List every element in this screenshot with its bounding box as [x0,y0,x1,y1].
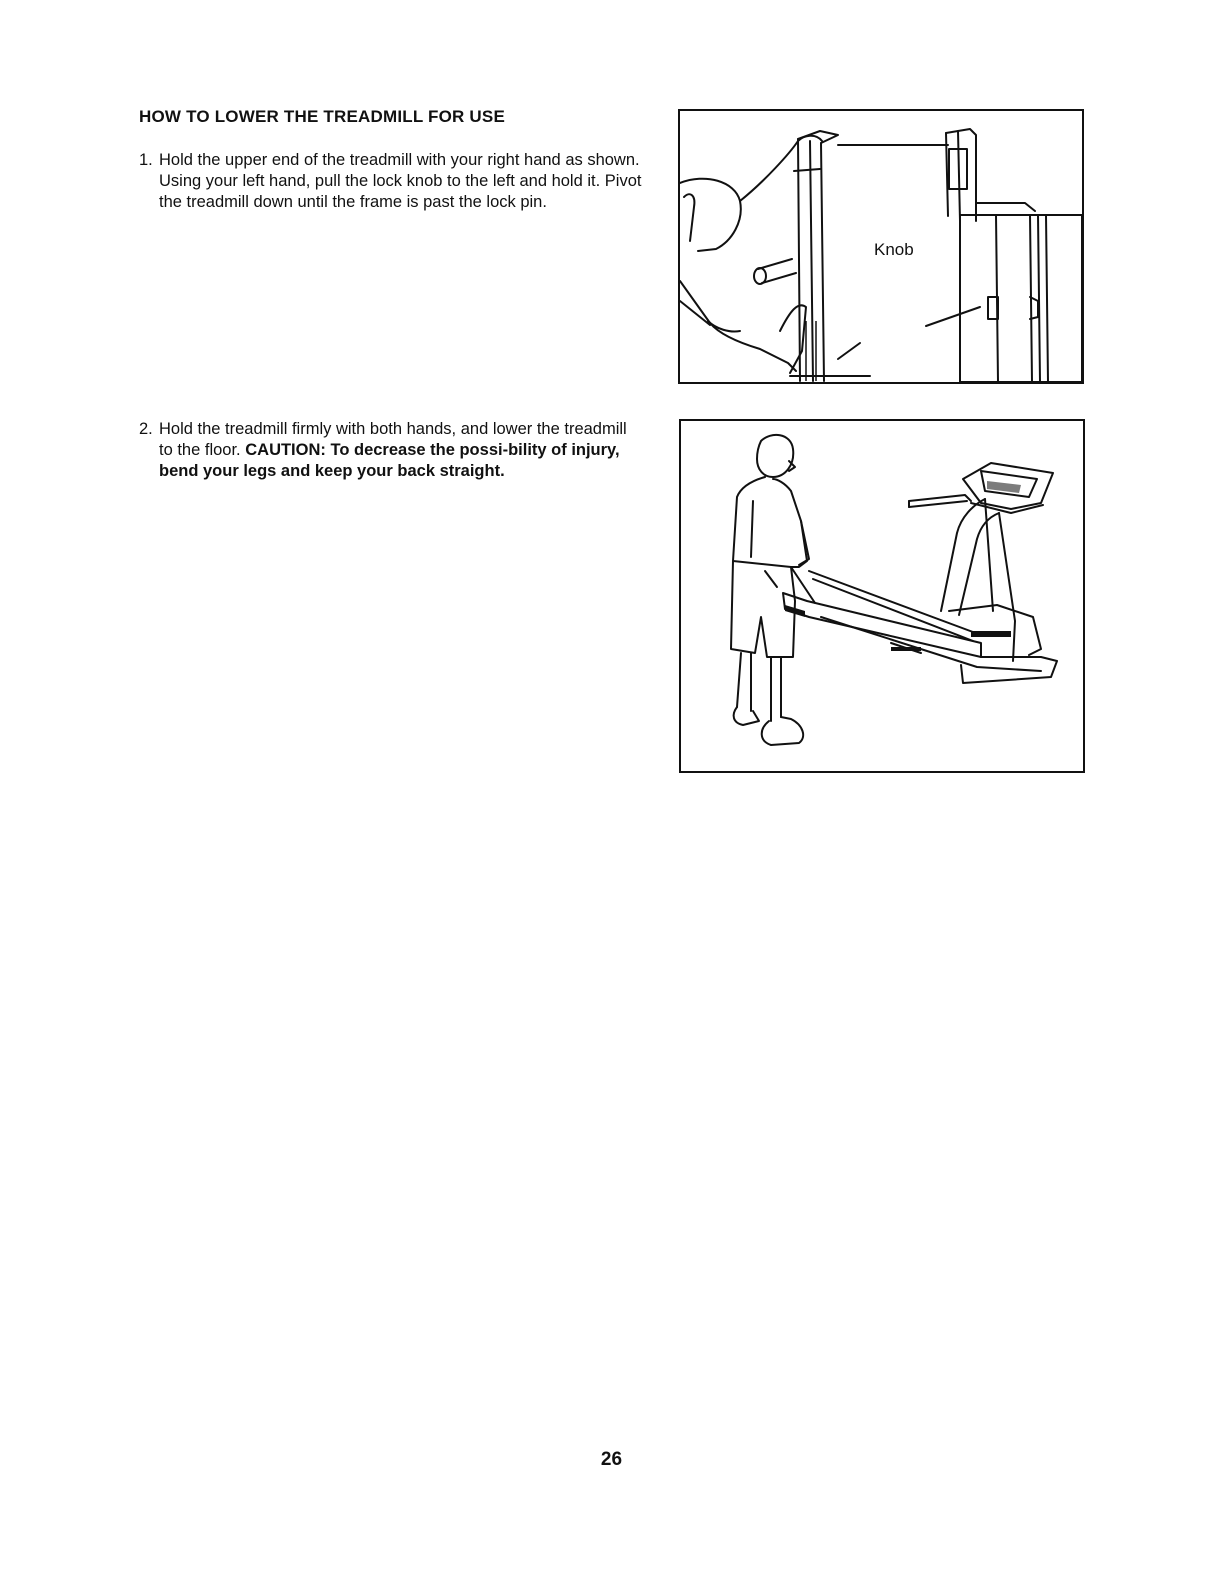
figure-unlock-knob [678,109,1084,384]
page-number: 26 [600,1449,623,1470]
step-2-body [159,419,644,482]
knob-callout-label: Knob [874,240,914,259]
step-1-number: 1. [139,151,153,169]
figure-unlock-knob-illustration [680,111,1082,382]
page-heading: HOW TO LOWER THE TREADMILL FOR USE [139,107,505,126]
step-1 [139,150,644,213]
figure-lower-treadmill-illustration [681,421,1083,771]
step-1-text: Hold the upper end of the treadmill with your right hand as shown. Using your left hand, pull the lock knob to the left and hold it. Pivot the treadmill down until the frame is past the lock pin. [159,151,642,211]
step-2-text: Hold the treadmill firmly with both hands, and lower the treadmill to the floor. [159,420,627,459]
caution-text: To decrease the possi-bility of injury, bend your legs and keep your back straight. [159,441,620,480]
figure-lower-treadmill [679,419,1085,773]
step-2-number: 2. [139,420,153,438]
caution-label: CAUTION: [245,441,326,459]
step-2 [139,419,644,482]
